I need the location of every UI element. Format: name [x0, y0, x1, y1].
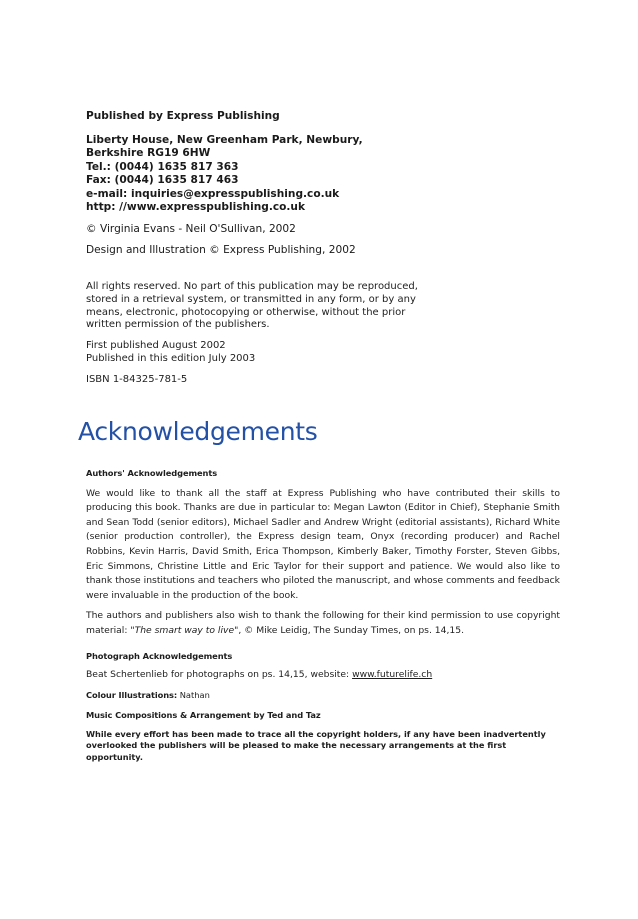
colour-illustrations — [86, 688, 560, 704]
address-line: Liberty House, New Greenham Park, Newbury, — [86, 133, 363, 146]
first-published: First published August 2002 — [86, 340, 226, 352]
design-line: Design and Illustration © Express Publishing, 2002 — [86, 244, 356, 256]
permission-suffix: , © Mike Leidig, The Sunday Times, on ps. 14,15. — [238, 624, 465, 636]
photo-text: Beat Schertenlieb for photographs on ps. 14,15, website: — [86, 669, 353, 681]
colour-value: Nathan — [177, 689, 210, 700]
authors-ack-text: We would like to thank all the staff at Express Publishing who have contributed their skills to producing this book. Thanks are due in particular to: Megan Lawton (Editor in Chief), Stephanie Smith and Sean Todd (senior editors), Michael Sadler and Andrew Wright (editorial assistants), Richard White (senior production controller), the Express design team, Onyx (recording producer) and Rachel Robbins, Kevin Harris, David Smith, Erica Thompson, Kimberly Baker, Timothy Forster, Steven Gibbs, Eric Simmons, Christine Little and Eric Taylor for their support and patience. We would also like to thank those institutions and teachers who piloted the manuscript, and whose comments and feedback were invaluable in the production of the book. — [86, 487, 560, 601]
acknowledgements-heading: Acknowledgements — [78, 417, 318, 446]
rights-line: All rights reserved. No part of this publication may be reproduced, — [86, 281, 418, 292]
email-line: e-mail: inquiries@expresspublishing.co.uk — [86, 187, 340, 200]
permission-prefix: The authors and publishers also wish to thank the following for their kind permission to use copyright material: — [86, 610, 560, 636]
website-line: http: //www.expresspublishing.co.uk — [86, 201, 306, 213]
permission-text — [86, 609, 560, 638]
published-by: Published by Express Publishing — [86, 110, 280, 122]
publisher-info — [86, 110, 556, 258]
colour-label: Colour Illustrations: — [86, 689, 178, 700]
authors-ack-heading: Authors' Acknowledgements — [86, 468, 218, 478]
music-credit: Music Compositions & Arrangement by Ted and Taz — [86, 710, 321, 721]
futurelife-link[interactable]: www.futurelife.ch — [352, 669, 433, 681]
phone-line: Tel.: (0044) 1635 817 363 — [86, 160, 239, 173]
final-note: While every effort has been made to trace all the copyright holders, if any have been inadvertently overlooked the publishers will be pleased to make the necessary arrangements at the first opportunity. — [86, 728, 546, 762]
copyright-line: © Virginia Evans - Neil O'Sullivan, 2002 — [86, 222, 296, 235]
isbn: ISBN 1-84325-781-5 — [86, 373, 188, 385]
rights-block — [86, 281, 556, 387]
rights-line: means, electronic, photocopying or otherwise, without the prior — [86, 306, 406, 318]
address-line: Berkshire RG19 6HW — [86, 147, 211, 159]
photo-ack-heading: Photograph Acknowledgements — [86, 650, 233, 661]
acknowledgements-body — [86, 466, 560, 763]
photo-ack-text — [86, 668, 560, 683]
fax-line: Fax: (0044) 1635 817 463 — [86, 174, 239, 186]
rights-line: written permission of the publishers. — [86, 319, 270, 331]
permission-title: "The smart way to live" — [130, 624, 239, 636]
this-edition: Published in this edition July 2003 — [86, 352, 256, 364]
rights-line: stored in a retrieval system, or transmitted in any form, or by any — [86, 293, 416, 305]
